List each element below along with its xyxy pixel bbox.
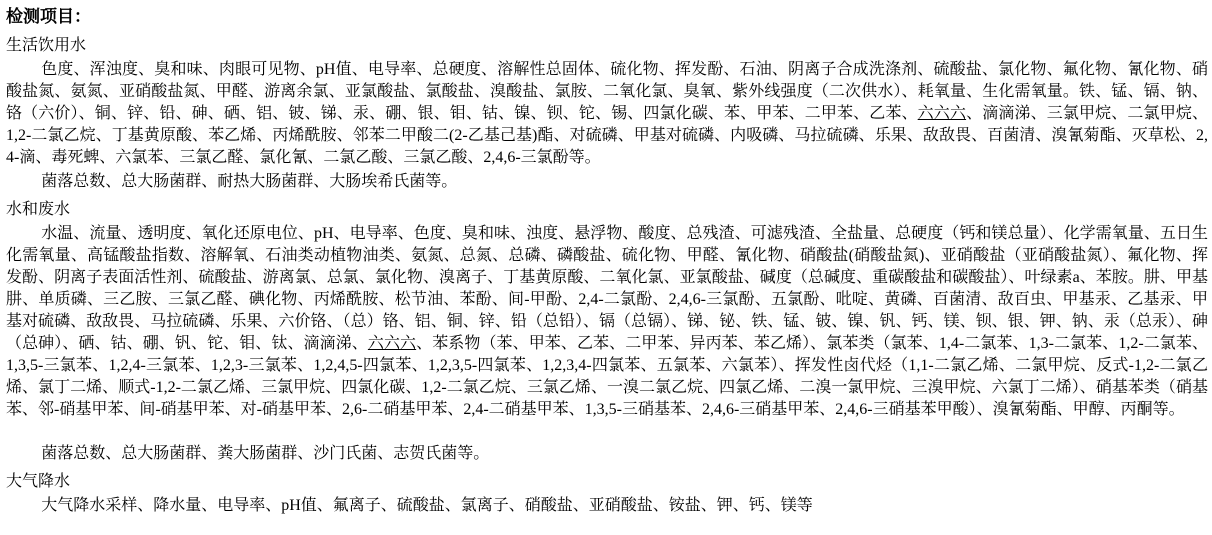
section-drinking-water <box>6 35 1208 193</box>
text-segment: 大气降水采样、降水量、电导率、pH值、氟离子、硫酸盐、氯离子、硝酸盐、亚硝酸盐、铵盐、钾、钙、镁等 <box>41 497 813 514</box>
underlined-term: 六六六 <box>367 335 417 352</box>
section-title-drinking-water: 生活饮用水 <box>6 37 87 54</box>
text-segment: 、苯系物（苯、甲苯、乙苯、二甲苯、异丙苯、苯乙烯）、氯苯类（氯苯、1,4-二氯苯、1,3-二氯苯、1,2-二氯苯、1,3,5-三氯苯、1,2,4-三氯苯、1,2,3-三氯苯、1,2,4,5-四氯苯、1,2,3,5-四氯苯、1,2,3,4-四氯苯、五氯苯、六氯苯）、挥发性卤代烃（1,1-二氯乙烯、二氯甲烷、反式-1,2-二氯乙烯、氯丁二烯、顺式-1,2-二氯乙烯、三氯甲烷、四氯化碳、1,2-二氯乙烷、三氯乙烯、一溴二氯乙烷、四氯乙烯、二溴一氯甲烷、三溴甲烷、六氯丁二烯）、硝基苯类（硝基苯、邻-硝基甲苯、间-硝基甲苯、对-硝基甲苯、2,6-二硝基甲苯、2,4-二硝基甲苯、1,3,5-三硝基苯、2,4,6-三硝基甲苯、2,4,6-三硝基苯甲酸）、溴氰菊酯、甲醇、丙酮等。 <box>6 335 1208 418</box>
section-title-atmospheric-precipitation: 大气降水 <box>6 473 71 490</box>
text-segment: 水温、流量、透明度、氧化还原电位、pH、电导率、色度、臭和味、浊度、悬浮物、酸度、总残渣、可滤残渣、全盐量、总硬度（钙和镁总量）、化学需氧量、五日生化需氧量、高锰酸盐指数、溶解氧、石油类动植物油类、氨氮、总氮、总磷、磷酸盐、硫化物、甲醛、氰化物、硝酸盐(硝酸盐氮)、亚硝酸盐（亚硝酸盐氮）、氟化物、挥发酚、阴离子表面活性剂、硫酸盐、游离氯、总氯、氯化物、溴离子、丁基黄原酸、二氧化氯、亚氯酸盐、碱度（总碱度、重碳酸盐和碳酸盐）、叶绿素a、苯胺。肼、甲基肼、单质磷、三乙胺、三氯乙醛、碘化物、丙烯酰胺、松节油、苯酚、间-甲酚、2,4-二氯酚、2,4,6-三氯酚、五氯酚、吡啶、黄磷、百菌清、敌百虫、甲基汞、乙基汞、甲基对硫磷、敌敌畏、马拉硫磷、乐果、六价铬、（总）铬、铝、铜、锌、铅（总铅）、镉（总镉）、锑、铋、铁、锰、铍、镍、钒、钙、镁、钡、银、钾、钠、汞（总汞）、砷（总砷）、硒、钴、硼、钒、铊、钼、钛、滴滴涕、 <box>6 225 1208 352</box>
underlined-term: 六六六 <box>917 105 967 122</box>
section-title-water-and-wastewater: 水和废水 <box>6 201 71 218</box>
drinking-water-chemical-items <box>6 59 1208 169</box>
text-segment: 、滴滴涕、三氯甲烷、二氯甲烷、1,2-二氯乙烷、丁基黄原酸、苯乙烯、丙烯酰胺、邻苯二甲酸二(2-乙基己基)酯、对硫磷、甲基对硫磷、内吸磷、马拉硫磷、乐果、敌敌畏、百菌清、溴氰菊酯、灭草松、2,4-滴、毒死蜱、六氯苯、三氯乙醛、氯化氰、二氯乙酸、三氯乙酸、2,4,6-三氯酚等。 <box>6 105 1208 166</box>
wastewater-microbial-items <box>6 443 1208 465</box>
page-title: 检测项目： <box>6 7 91 26</box>
text-segment: 菌落总数、总大肠菌群、粪大肠菌群、沙门氏菌、志贺氏菌等。 <box>41 445 490 462</box>
section-water-and-wastewater <box>6 199 1208 465</box>
drinking-water-microbial-items <box>6 171 1208 193</box>
precipitation-items <box>6 495 1208 517</box>
section-atmospheric-precipitation <box>6 471 1208 517</box>
text-segment: 色度、浑浊度、臭和味、肉眼可见物、pH值、电导率、总硬度、溶解性总固体、硫化物、挥发酚、石油、阴离子合成洗涤剂、硫酸盐、氯化物、氟化物、氰化物、硝酸盐氮、氨氮、亚硝酸盐氮、甲醛、游离余氯、亚氯酸盐、氯酸盐、溴酸盐、氯胺、二氧化氯、臭氧、紫外线强度（二次供水）、耗氧量、生化需氧量。铁、锰、镉、钠、铬（六价）、铜、锌、铅、砷、硒、铝、铍、锑、汞、硼、银、钼、钴、镍、钡、铊、锡、四氯化碳、苯、甲苯、二甲苯、乙苯、 <box>6 61 1208 122</box>
text-segment: 菌落总数、总大肠菌群、耐热大肠菌群、大肠埃希氏菌等。 <box>41 173 458 190</box>
wastewater-chemical-items <box>6 223 1208 421</box>
